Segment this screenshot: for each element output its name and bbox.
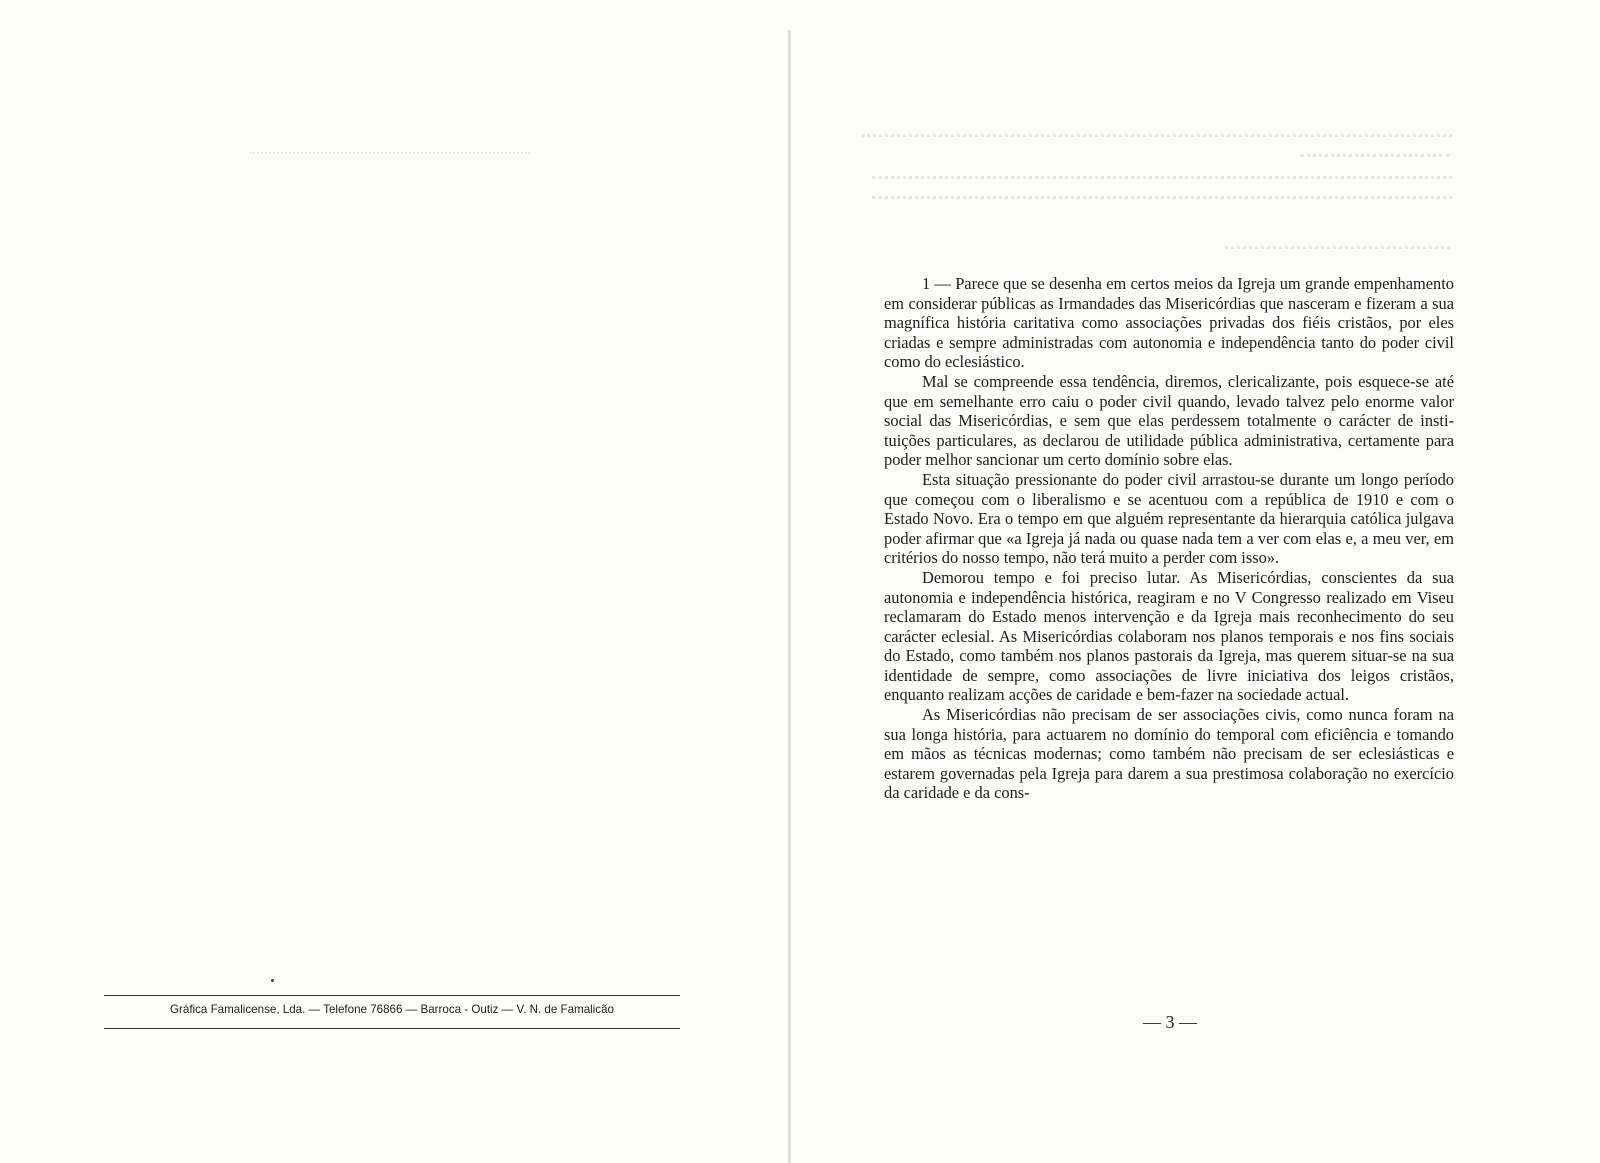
paragraph: 1 — Parece que se desenha em certos meios da Igreja um grande empenhamento em considerar públicas as Irmandades das Misericórdias que nasceram e fizeram a sua magnífica história caritativa como associações privadas dos fiéis cristãos, por eles criadas e sempre administradas com autonomia e independência tanto do poder civil como do eclesiástico. xyxy=(884,274,1454,372)
paragraph: Demorou tempo e foi preciso lutar. As Misericórdias, conscientes da sua autonomia e independência histórica, reagiram e no V Congresso realizado em Viseu reclamaram do Estado menos intervenção e da Igreja mais reconhecimento do seu carácter eclesial. As Misericórdias colaboram nos planos temporais e nos fins sociais do Estado, como também nos planos pastorais da Igreja, mas querem situar-se na sua identidade de sempre, como associações de livre iniciativa dos leigos cristãos, enquanto realizam acções de caridade e bem-fazer na sociedade actual. xyxy=(884,567,1454,705)
imprint-bottom-rule xyxy=(104,1028,680,1029)
show-through-line xyxy=(872,176,1452,179)
show-through-line xyxy=(1300,154,1450,157)
paragraph: As Misericórdias não precisam de ser associações civis, como nunca foram na sua longa história, para actuarem no domínio do temporal com eficiência e tomando em mãos as técnicas modernas; como também não precisam de ser eclesiásticas e estarem governadas pela Igreja para darem a sua prestimosa colaboração no exercício da caridade e da cons- xyxy=(884,705,1454,803)
show-through-author xyxy=(230,118,550,139)
page-number: — 3 — xyxy=(1143,1012,1197,1032)
imprint-top-rule xyxy=(104,995,680,996)
show-through-line xyxy=(862,134,1452,137)
paragraph: Esta situação pressionante do poder civil arrastou-se durante um longo período que começou com o liberalismo e se acentuou com a república de 1910 e com o Estado Novo. Era o tempo em que alguém representante da hierarquia católica julgava poder afirmar que «a Igreja já nada ou quase nada tem a ver com elas e, a meu ver, em critérios do nosso tempo, não terá muito a perder com isso». xyxy=(884,469,1454,568)
show-through-heading xyxy=(1225,246,1450,249)
show-through-title-line-1 xyxy=(110,400,690,460)
body-text xyxy=(884,274,1454,803)
book-gutter xyxy=(788,30,791,1163)
paragraph: Mal se compreende essa tendência, diremos, clericalizante, pois esquece-se até que em semelhante erro caiu o poder civil quando, levado talvez pelo enorme valor social das Misericórdias, e sem que elas perdessem totalmente o carácter de instituições particulares, as declarou de utilidade pública administrativa, certamente para poder melhor sancionar um certo domínio sobre elas. xyxy=(884,371,1454,470)
show-through-line xyxy=(872,196,1452,199)
show-through-subtitle xyxy=(250,152,530,160)
show-through-title-line-3 xyxy=(110,560,690,620)
printer-imprint: Gráfica Famalicense, Lda. — Telefone 76866 — Barroca - Outiz — V. N. de Famalicão xyxy=(170,1003,614,1016)
ink-speck xyxy=(271,979,274,982)
show-through-title-line-2 xyxy=(110,480,690,540)
